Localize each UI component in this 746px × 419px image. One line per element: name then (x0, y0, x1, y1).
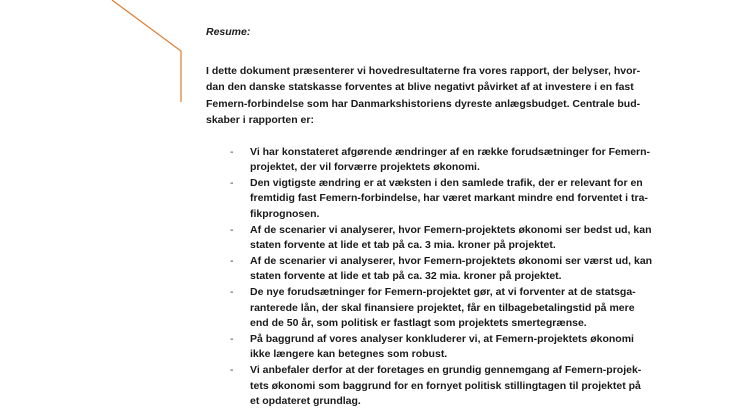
bullet-dash: - (230, 145, 234, 158)
list-item-line: staten forvente at lide et tab på ca. 3 mia. kroner på projektet. (250, 239, 556, 252)
list-item-line: et opdateret grundlag. (250, 395, 361, 408)
bullet-dash: - (230, 285, 234, 298)
bullet-dash: - (230, 254, 234, 267)
list-item-line: De nye forudsætninger for Femern-projektet gør, at vi forventer at de statsga- (250, 285, 636, 298)
bullet-dash: - (230, 332, 234, 345)
key-findings-list (206, 145, 672, 410)
list-item-line: tets økonomi som baggrund for en fornyet politisk stillingtagen til projektet på (250, 379, 641, 392)
list-item (206, 332, 672, 363)
intro-line: dan den danske statskasse forventes at blive negativt påvirket af at investere i en fast (206, 81, 634, 94)
list-item-line: ranterede lån, der skal finansiere projektet, får en tilbagebetalingstid på mere (250, 301, 635, 314)
orange-corner-line (112, 0, 181, 102)
list-item (206, 223, 672, 254)
list-item-line: Vi har konstateret afgørende ændringer af en række forudsætninger for Femern- (250, 145, 651, 158)
bullet-dash: - (230, 363, 234, 376)
intro-line: skaber i rapporten er: (206, 114, 314, 127)
list-item-line: end de 50 år, som politisk er fastlagt som projektets smertegrænse. (250, 317, 587, 330)
intro-line: I dette dokument præsenterer vi hovedresultaterne fra vores rapport, der belyser, hvor- (206, 65, 641, 77)
list-item-line: staten forvente at lide et tab på ca. 32 mia. kroner på projektet. (250, 270, 562, 283)
list-item-line: Den vigtigste ændring er at væksten i den samlede trafik, der er relevant for en (250, 176, 643, 189)
list-item (206, 254, 672, 285)
list-item-line: fremtidig fast Femern-forbindelse, har været markant mindre end forventet i tra- (250, 192, 648, 205)
list-item-line: Af de scenarier vi analyserer, hvor Femern-projektets økonomi ser værst ud, kan (250, 254, 653, 267)
list-item-line: Vi anbefaler derfor at der foretages en grundig gennemgang af Femern-projek- (250, 363, 642, 376)
list-item (206, 176, 672, 223)
list-item-line: fikprognosen. (250, 208, 320, 220)
intro-line: Femern-forbindelse som har Danmarkshistoriens dyreste anlægsbudget. Centrale bud- (206, 97, 641, 110)
bullet-dash: - (230, 223, 234, 236)
list-item (206, 363, 672, 410)
list-item (206, 145, 672, 176)
list-item-line: projektet, der vil forværre projektets økonomi. (250, 161, 480, 174)
resume-heading: Resume: (206, 26, 251, 38)
intro-paragraph (206, 63, 672, 129)
document-body (206, 26, 672, 410)
list-item-line: På baggrund af vores analyser konkluderer vi, at Femern-projektets økonomi (250, 332, 634, 345)
list-item (206, 285, 672, 332)
list-item-line: Af de scenarier vi analyserer, hvor Femern-projektets økonomi ser bedst ud, kan (250, 223, 652, 236)
list-item-line: ikke længere kan betegnes som robust. (250, 348, 448, 361)
bullet-dash: - (230, 176, 234, 189)
orange-corner-decoration (0, 0, 200, 110)
